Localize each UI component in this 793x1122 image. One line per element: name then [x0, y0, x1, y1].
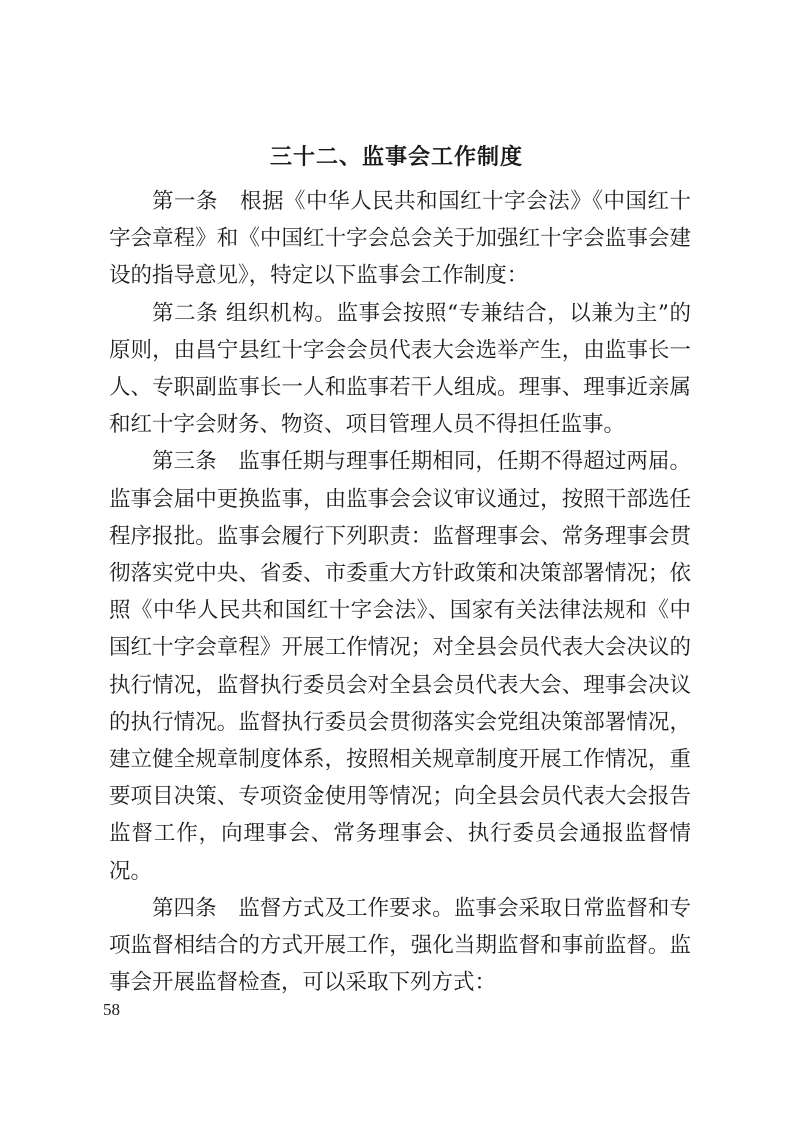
paragraph-article-3: 第三条 监事任期与理事任期相同，任期不得超过两届。监事会届中更换监事，由监事会会议审议通过，按照干部选任程序报批。监事会履行下列职责：监督理事会、常务理事会贯彻落实党中央、省委、市委重大方针政策和决策部署情况；依照《中华人民共和国红十字会法》、国家有关法律法规和《中国红十字会章程》开展工作情况；对全县会员代表大会决议的执行情况，监督执行委员会对全县会员代表大会、理事会决议的执行情况。监督执行委员会贯彻落实会党组决策部署情况，建立健全规章制度体系，按照相关规章制度开展工作情况，重要项目决策、专项资金使用等情况；向全县会员代表大会报告监督工作，向理事会、常务理事会、执行委员会通报监督情况。: [109, 449, 691, 884]
paragraph-article-4: 第四条 监督方式及工作要求。监事会采取日常监督和专项监督相结合的方式开展工作，强化当期监督和事前监督。监事会开展监督检查，可以采取下列方式：: [109, 895, 691, 996]
section-title: 三十二、监事会工作制度: [269, 145, 523, 170]
paragraph-article-1: 第一条 根据《中华人民共和国红十字会法》《中国红十字会章程》和《中国红十字会总会关于加强红十字会监事会建设的指导意见》，特定以下监事会工作制度：: [109, 189, 691, 289]
body-text: [109, 183, 691, 1001]
paragraph-article-2: 第二条 组织机构。监事会按照“专兼结合，以兼为主”的原则，由昌宁县红十字会会员代表大会选举产生，由监事长一人、专职副监事长一人和监事若干人组成。理事、理事近亲属和红十字会财务、物资、项目管理人员不得担任监事。: [109, 300, 691, 438]
page-number: 58: [103, 1000, 120, 1019]
